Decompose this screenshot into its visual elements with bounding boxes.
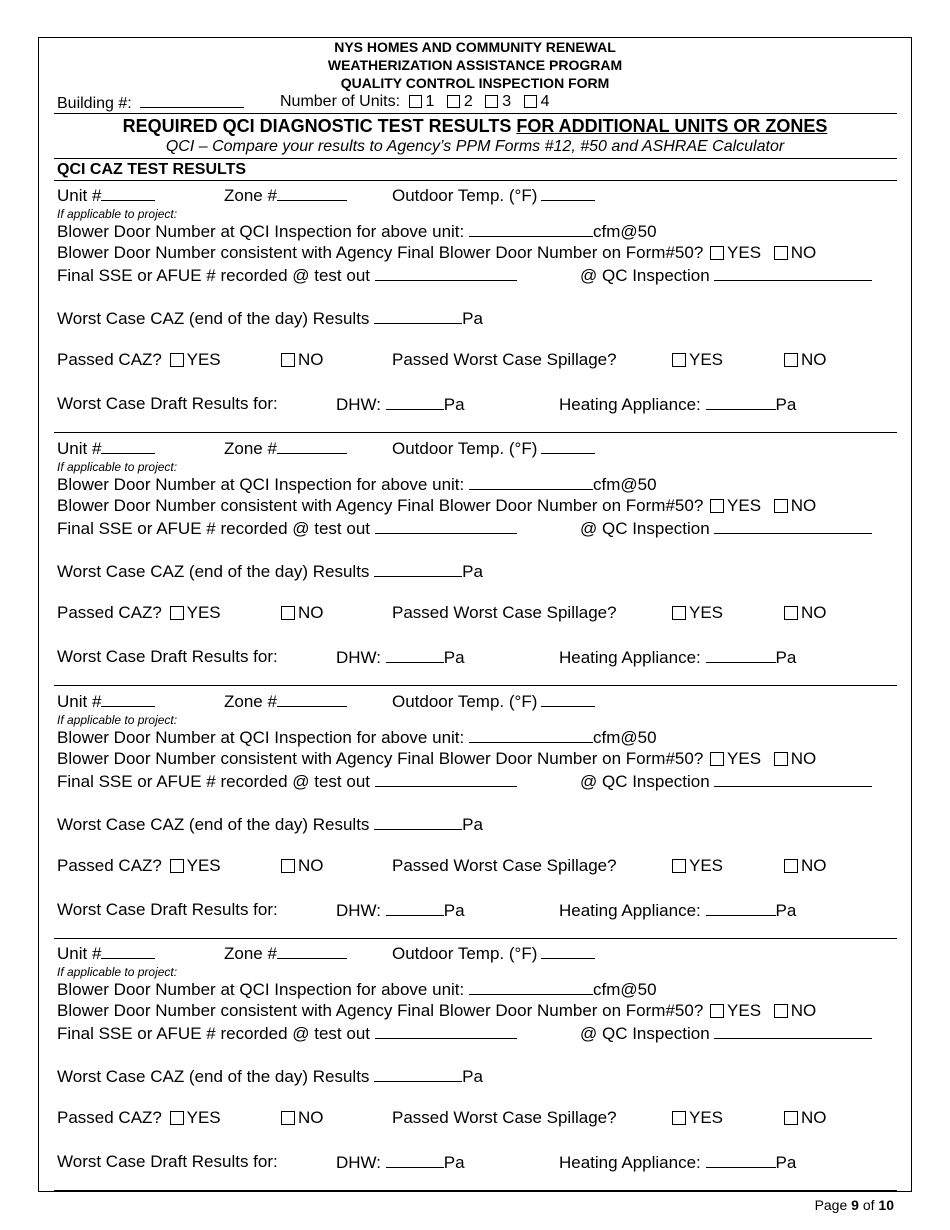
spillage-no [784, 856, 827, 876]
consistent-yes-checkbox[interactable] [710, 499, 724, 513]
applicable-note: If applicable to project: [57, 460, 178, 474]
dhw-row [336, 900, 465, 921]
consistent-no-label: NO [790, 1001, 817, 1020]
spillage-no-label: NO [801, 350, 827, 369]
building-row [57, 92, 244, 114]
dhw-field[interactable] [386, 900, 444, 916]
dhw-label: DHW: [336, 648, 382, 667]
passed-caz-yes-checkbox[interactable] [170, 353, 184, 367]
worst-caz-label: Worst Case CAZ (end of the day) Results [57, 815, 370, 834]
outdoor-field[interactable] [541, 691, 595, 707]
blower-unit: cfm@50 [592, 728, 657, 747]
passed-caz-label: Passed CAZ? [57, 1108, 162, 1127]
passed-caz-label: Passed CAZ? [57, 603, 162, 622]
divider [54, 113, 897, 114]
consistent-row [57, 496, 816, 516]
heating-unit: Pa [775, 901, 797, 920]
worst-caz-label: Worst Case CAZ (end of the day) Results [57, 1067, 370, 1086]
passed-caz-yes-checkbox[interactable] [170, 606, 184, 620]
passed-caz-no [281, 856, 324, 876]
block-divider [54, 685, 897, 686]
outdoor-label: Outdoor Temp. (°F) [392, 439, 538, 458]
heating-unit: Pa [775, 395, 797, 414]
consistent-label: Blower Door Number consistent with Agency Final Blower Door Number on Form#50? [57, 1001, 704, 1020]
passed-caz-row [57, 350, 221, 370]
worst-caz-row [57, 1066, 483, 1087]
passed-caz-no-label: NO [298, 603, 324, 622]
qc-label: @ QC Inspection [580, 519, 710, 538]
sse-row [57, 771, 517, 792]
spillage-yes-label: YES [689, 603, 724, 622]
spillage-no [784, 350, 827, 370]
outdoor-field[interactable] [541, 943, 595, 959]
spillage-yes-checkbox[interactable] [672, 859, 686, 873]
outdoor-row [392, 691, 595, 712]
consistent-label: Blower Door Number consistent with Agency Final Blower Door Number on Form#50? [57, 243, 704, 262]
sse-label: Final SSE or AFUE # recorded @ test out [57, 772, 371, 791]
dhw-field[interactable] [386, 1152, 444, 1168]
consistent-label: Blower Door Number consistent with Agency Final Blower Door Number on Form#50? [57, 496, 704, 515]
passed-caz-no [281, 1108, 324, 1128]
spillage-yes-label: YES [689, 1108, 724, 1127]
draft-label: Worst Case Draft Results for: [57, 1152, 278, 1171]
unit-row [57, 691, 155, 712]
consistent-no-label: NO [790, 243, 817, 262]
passed-caz-no [281, 603, 324, 623]
units-option-4: 4 [540, 93, 550, 110]
passed-caz-no-label: NO [298, 1108, 324, 1127]
zone-label: Zone # [224, 186, 277, 205]
draft-label: Worst Case Draft Results for: [57, 900, 278, 919]
heating-unit: Pa [775, 648, 797, 667]
dhw-field[interactable] [386, 394, 444, 410]
units-checkbox-2[interactable] [447, 95, 460, 108]
consistent-no-checkbox[interactable] [774, 1004, 788, 1018]
zone-row [224, 438, 347, 459]
qc-label: @ QC Inspection [580, 266, 710, 285]
unit-label: Unit # [57, 692, 102, 711]
consistent-no-label: NO [790, 749, 817, 768]
block-divider [54, 432, 897, 433]
heating-label: Heating Appliance: [559, 395, 701, 414]
consistent-yes-label: YES [727, 1001, 762, 1020]
spillage-no-label: NO [801, 1108, 827, 1127]
units-checkbox-1[interactable] [409, 95, 422, 108]
heating-row [559, 394, 796, 415]
qc-field[interactable] [714, 771, 872, 787]
heating-label: Heating Appliance: [559, 648, 701, 667]
passed-caz-yes-label: YES [186, 350, 221, 369]
spillage-no [784, 1108, 827, 1128]
section-title: QCI CAZ TEST RESULTS [57, 161, 247, 178]
caz-block [0, 181, 950, 434]
qc-field[interactable] [714, 265, 872, 281]
passed-caz-row [57, 1108, 221, 1128]
blower-label: Blower Door Number at QCI Inspection for above unit: [57, 475, 465, 494]
spillage-yes-checkbox[interactable] [672, 606, 686, 620]
spillage-no-checkbox[interactable] [784, 859, 798, 873]
passed-caz-row [57, 603, 221, 623]
unit-row [57, 943, 155, 964]
spillage-no-checkbox[interactable] [784, 1111, 798, 1125]
zone-field[interactable] [277, 438, 347, 454]
block-divider [54, 1190, 897, 1191]
sse-field[interactable] [375, 518, 517, 534]
dhw-row [336, 1152, 465, 1173]
spillage-yes-checkbox[interactable] [672, 353, 686, 367]
passed-caz-no-checkbox[interactable] [281, 606, 295, 620]
passed-caz-no [281, 350, 324, 370]
page-prefix: Page [814, 1197, 848, 1213]
zone-field[interactable] [277, 943, 347, 959]
consistent-yes-checkbox[interactable] [710, 1004, 724, 1018]
consistent-label: Blower Door Number consistent with Agency Final Blower Door Number on Form#50? [57, 749, 704, 768]
sse-row [57, 265, 517, 286]
passed-caz-no-checkbox[interactable] [281, 859, 295, 873]
sse-row [57, 1023, 517, 1044]
banner-title [0, 115, 950, 137]
dhw-label: DHW: [336, 901, 382, 920]
zone-field[interactable] [277, 185, 347, 201]
applicable-note: If applicable to project: [57, 965, 178, 979]
worst-caz-unit: Pa [462, 562, 483, 581]
passed-caz-yes-label: YES [186, 856, 221, 875]
worst-caz-field[interactable] [374, 561, 462, 577]
zone-field[interactable] [277, 691, 347, 707]
qc-row [580, 265, 872, 286]
outdoor-field[interactable] [541, 185, 595, 201]
passed-caz-yes-checkbox[interactable] [170, 859, 184, 873]
unit-row [57, 438, 155, 459]
sse-label: Final SSE or AFUE # recorded @ test out [57, 1024, 371, 1043]
dhw-unit: Pa [443, 395, 465, 414]
zone-label: Zone # [224, 944, 277, 963]
worst-caz-unit: Pa [462, 309, 483, 328]
spillage-label: Passed Worst Case Spillage? [392, 603, 617, 622]
spillage-no-checkbox[interactable] [784, 606, 798, 620]
blower-label: Blower Door Number at QCI Inspection for above unit: [57, 728, 465, 747]
unit-field[interactable] [101, 438, 155, 454]
applicable-note: If applicable to project: [57, 207, 178, 221]
spillage-yes [672, 603, 723, 623]
spillage-no-label: NO [801, 856, 827, 875]
heating-row [559, 647, 796, 668]
unit-label: Unit # [57, 439, 102, 458]
spillage-yes-label: YES [689, 856, 724, 875]
consistent-row [57, 1001, 816, 1021]
units-label: Number of Units: [280, 93, 401, 110]
worst-caz-row [57, 814, 483, 835]
consistent-row [57, 749, 816, 769]
unit-label: Unit # [57, 186, 102, 205]
consistent-no-checkbox[interactable] [774, 499, 788, 513]
worst-caz-row [57, 308, 483, 329]
zone-row [224, 691, 347, 712]
spillage-label: Passed Worst Case Spillage? [392, 856, 617, 875]
passed-caz-no-label: NO [298, 856, 324, 875]
consistent-no-checkbox[interactable] [774, 752, 788, 766]
banner-subtitle: QCI – Compare your results to Agency’s PPM Forms #12, #50 and ASHRAE Calculator [165, 138, 785, 155]
blower-row [57, 474, 657, 495]
blower-unit: cfm@50 [592, 222, 657, 241]
blower-field[interactable] [469, 727, 593, 743]
spillage-label: Passed Worst Case Spillage? [392, 1108, 617, 1127]
blower-unit: cfm@50 [592, 980, 657, 999]
blower-row [57, 221, 657, 242]
outdoor-label: Outdoor Temp. (°F) [392, 692, 538, 711]
qc-label: @ QC Inspection [580, 1024, 710, 1043]
page-number [815, 1196, 894, 1214]
blower-label: Blower Door Number at QCI Inspection for above unit: [57, 980, 465, 999]
draft-label: Worst Case Draft Results for: [57, 647, 278, 666]
consistent-yes-label: YES [727, 496, 762, 515]
dhw-label: DHW: [336, 395, 382, 414]
applicable-note: If applicable to project: [57, 713, 178, 727]
spillage-no-label: NO [801, 603, 827, 622]
worst-caz-field[interactable] [374, 814, 462, 830]
page-total: 10 [878, 1197, 894, 1213]
blower-label: Blower Door Number at QCI Inspection for above unit: [57, 222, 465, 241]
page-current: 9 [851, 1197, 859, 1213]
passed-caz-label: Passed CAZ? [57, 856, 162, 875]
qc-field[interactable] [714, 1023, 872, 1039]
blower-field[interactable] [469, 979, 593, 995]
spillage-yes [672, 856, 723, 876]
blower-field[interactable] [469, 474, 593, 490]
worst-caz-label: Worst Case CAZ (end of the day) Results [57, 309, 370, 328]
outdoor-row [392, 943, 595, 964]
blower-row [57, 727, 657, 748]
dhw-label: DHW: [336, 1153, 382, 1172]
outdoor-field[interactable] [541, 438, 595, 454]
spillage-label: Passed Worst Case Spillage? [392, 350, 617, 369]
qc-row [580, 1023, 872, 1044]
zone-row [224, 185, 347, 206]
sse-field[interactable] [375, 771, 517, 787]
passed-caz-no-label: NO [298, 350, 324, 369]
outdoor-row [392, 438, 595, 459]
sse-field[interactable] [375, 1023, 517, 1039]
qc-row [580, 771, 872, 792]
page-of: of [862, 1197, 875, 1213]
worst-caz-label: Worst Case CAZ (end of the day) Results [57, 562, 370, 581]
consistent-no-checkbox[interactable] [774, 246, 788, 260]
units-row [280, 92, 549, 112]
outdoor-row [392, 185, 595, 206]
worst-caz-unit: Pa [462, 815, 483, 834]
heating-label: Heating Appliance: [559, 901, 701, 920]
units-checkbox-3[interactable] [485, 95, 498, 108]
blower-row [57, 979, 657, 1000]
worst-caz-row [57, 561, 483, 582]
unit-label: Unit # [57, 944, 102, 963]
dhw-unit: Pa [443, 1153, 465, 1172]
dhw-field[interactable] [386, 647, 444, 663]
heating-row [559, 900, 796, 921]
agency-title: NYS HOMES AND COMMUNITY RENEWAL [334, 39, 616, 55]
unit-field[interactable] [101, 185, 155, 201]
heating-field[interactable] [706, 647, 776, 663]
passed-caz-row [57, 856, 221, 876]
consistent-no-label: NO [790, 496, 817, 515]
spillage-no [784, 603, 827, 623]
banner-title-underlined: FOR ADDITIONAL UNITS OR ZONES [516, 116, 828, 136]
building-label: Building #: [57, 95, 132, 112]
consistent-yes-checkbox[interactable] [710, 752, 724, 766]
blower-unit: cfm@50 [592, 475, 657, 494]
zone-label: Zone # [224, 439, 277, 458]
zone-row [224, 943, 347, 964]
sse-label: Final SSE or AFUE # recorded @ test out [57, 519, 371, 538]
dhw-row [336, 394, 465, 415]
spillage-no-checkbox[interactable] [784, 353, 798, 367]
passed-caz-yes-label: YES [186, 1108, 221, 1127]
spillage-yes-label: YES [689, 350, 724, 369]
divider [54, 158, 897, 159]
consistent-yes-checkbox[interactable] [710, 246, 724, 260]
caz-block [0, 687, 950, 940]
spillage-yes [672, 350, 723, 370]
unit-field[interactable] [101, 691, 155, 707]
passed-caz-no-checkbox[interactable] [281, 1111, 295, 1125]
passed-caz-yes-label: YES [186, 603, 221, 622]
spillage-yes-checkbox[interactable] [672, 1111, 686, 1125]
building-field[interactable] [140, 92, 244, 108]
heating-field[interactable] [706, 900, 776, 916]
heating-unit: Pa [775, 1153, 797, 1172]
zone-label: Zone # [224, 692, 277, 711]
dhw-row [336, 647, 465, 668]
caz-block [0, 939, 950, 1192]
sse-row [57, 518, 517, 539]
outdoor-label: Outdoor Temp. (°F) [392, 944, 538, 963]
sse-label: Final SSE or AFUE # recorded @ test out [57, 266, 371, 285]
caz-block [0, 434, 950, 687]
dhw-unit: Pa [443, 648, 465, 667]
passed-caz-no-checkbox[interactable] [281, 353, 295, 367]
blower-field[interactable] [469, 221, 593, 237]
dhw-unit: Pa [443, 901, 465, 920]
unit-row [57, 185, 155, 206]
units-option-3: 3 [502, 93, 512, 110]
program-title: WEATHERIZATION ASSISTANCE PROGRAM [327, 57, 623, 73]
heating-field[interactable] [706, 394, 776, 410]
heating-field[interactable] [706, 1152, 776, 1168]
consistent-yes-label: YES [727, 243, 762, 262]
consistent-yes-label: YES [727, 749, 762, 768]
qc-row [580, 518, 872, 539]
heating-row [559, 1152, 796, 1173]
passed-caz-yes-checkbox[interactable] [170, 1111, 184, 1125]
units-checkbox-4[interactable] [524, 95, 537, 108]
units-option-2: 2 [463, 93, 473, 110]
passed-caz-label: Passed CAZ? [57, 350, 162, 369]
qc-field[interactable] [714, 518, 872, 534]
worst-caz-unit: Pa [462, 1067, 483, 1086]
consistent-row [57, 243, 816, 263]
qc-label: @ QC Inspection [580, 772, 710, 791]
draft-label: Worst Case Draft Results for: [57, 394, 278, 413]
banner-title-prefix: REQUIRED QCI DIAGNOSTIC TEST RESULTS [122, 116, 517, 136]
heating-label: Heating Appliance: [559, 1153, 701, 1172]
spillage-yes [672, 1108, 723, 1128]
worst-caz-field[interactable] [374, 308, 462, 324]
unit-field[interactable] [101, 943, 155, 959]
outdoor-label: Outdoor Temp. (°F) [392, 186, 538, 205]
worst-caz-field[interactable] [374, 1066, 462, 1082]
sse-field[interactable] [375, 265, 517, 281]
form-title: QUALITY CONTROL INSPECTION FORM [340, 75, 610, 91]
units-option-1: 1 [425, 93, 435, 110]
